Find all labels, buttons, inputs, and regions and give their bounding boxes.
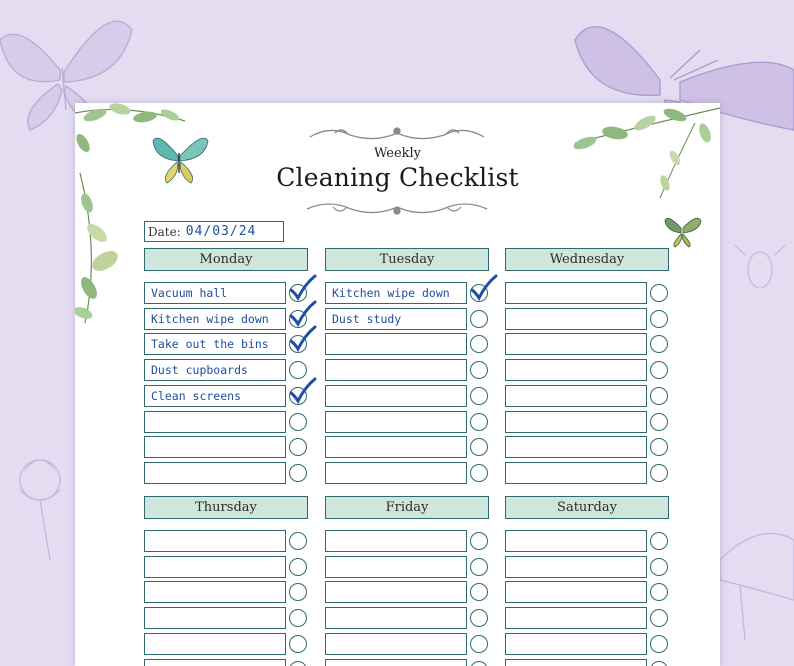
task-row bbox=[505, 411, 669, 433]
task-checkbox[interactable] bbox=[470, 558, 488, 576]
task-input[interactable] bbox=[505, 530, 647, 552]
task-input[interactable]: Kitchen wipe down bbox=[325, 282, 467, 304]
task-input[interactable] bbox=[325, 581, 467, 603]
task-row bbox=[144, 359, 308, 381]
task-checkbox[interactable] bbox=[470, 661, 488, 666]
date-value: 04/03/24 bbox=[185, 224, 257, 239]
page-title: Cleaning Checklist bbox=[276, 163, 519, 192]
task-checkbox[interactable] bbox=[470, 310, 488, 328]
task-input[interactable] bbox=[505, 659, 647, 666]
task-row bbox=[325, 530, 489, 552]
task-row bbox=[505, 282, 669, 304]
task-row bbox=[144, 556, 308, 578]
task-input[interactable]: Kitchen wipe down bbox=[144, 308, 286, 330]
task-input[interactable] bbox=[325, 530, 467, 552]
task-checkbox[interactable] bbox=[289, 583, 307, 601]
task-row bbox=[144, 333, 308, 355]
task-checkbox[interactable] bbox=[650, 438, 668, 456]
task-checkbox[interactable] bbox=[650, 361, 668, 379]
task-checkbox[interactable] bbox=[470, 438, 488, 456]
task-row bbox=[505, 462, 669, 484]
task-input[interactable] bbox=[325, 462, 467, 484]
task-input[interactable] bbox=[144, 607, 286, 629]
leaf-branch-left bbox=[75, 173, 121, 323]
task-row bbox=[144, 581, 308, 603]
task-checkbox[interactable] bbox=[650, 558, 668, 576]
task-checkbox[interactable] bbox=[650, 464, 668, 482]
task-checkbox[interactable] bbox=[289, 413, 307, 431]
title-weekly: Weekly bbox=[373, 146, 422, 161]
mushroom-sketch-right bbox=[720, 533, 794, 640]
task-checkbox[interactable] bbox=[650, 635, 668, 653]
task-row bbox=[325, 633, 489, 655]
task-input[interactable] bbox=[505, 359, 647, 381]
task-row bbox=[505, 581, 669, 603]
checkmark-icon bbox=[287, 274, 317, 302]
task-row bbox=[144, 607, 308, 629]
task-row bbox=[144, 385, 308, 407]
task-row bbox=[505, 333, 669, 355]
task-row bbox=[325, 436, 489, 458]
task-row bbox=[505, 308, 669, 330]
day-header: Monday bbox=[144, 248, 308, 271]
task-input[interactable] bbox=[144, 462, 286, 484]
task-input[interactable] bbox=[505, 462, 647, 484]
task-row bbox=[505, 659, 669, 666]
task-checkbox[interactable] bbox=[289, 635, 307, 653]
task-row bbox=[325, 282, 489, 304]
task-input[interactable] bbox=[325, 359, 467, 381]
task-input[interactable] bbox=[144, 633, 286, 655]
task-checkbox[interactable] bbox=[289, 558, 307, 576]
task-checkbox[interactable] bbox=[650, 661, 668, 666]
task-input[interactable] bbox=[325, 436, 467, 458]
task-row bbox=[505, 385, 669, 407]
task-checkbox[interactable] bbox=[650, 532, 668, 550]
task-checkbox[interactable] bbox=[650, 335, 668, 353]
flourish-divider-top bbox=[310, 128, 484, 139]
task-row bbox=[325, 359, 489, 381]
task-checkbox[interactable] bbox=[470, 361, 488, 379]
task-row bbox=[144, 462, 308, 484]
task-input[interactable] bbox=[325, 659, 467, 666]
task-input[interactable] bbox=[325, 333, 467, 355]
task-input[interactable] bbox=[505, 385, 647, 407]
day-header: Wednesday bbox=[505, 248, 669, 271]
task-row bbox=[325, 333, 489, 355]
flourish-divider-bottom bbox=[307, 204, 487, 214]
task-checkbox[interactable] bbox=[470, 413, 488, 431]
task-input[interactable] bbox=[505, 581, 647, 603]
task-input[interactable]: Vacuum hall bbox=[144, 282, 286, 304]
task-input[interactable] bbox=[144, 659, 286, 666]
task-input[interactable] bbox=[505, 556, 647, 578]
task-checkbox[interactable] bbox=[470, 609, 488, 627]
task-row bbox=[325, 462, 489, 484]
task-row bbox=[144, 282, 308, 304]
date-field[interactable] bbox=[144, 221, 284, 242]
task-row bbox=[505, 607, 669, 629]
task-checkbox[interactable] bbox=[650, 583, 668, 601]
task-row bbox=[325, 411, 489, 433]
task-input[interactable] bbox=[505, 436, 647, 458]
task-row bbox=[144, 633, 308, 655]
task-checkbox[interactable] bbox=[650, 310, 668, 328]
task-row bbox=[325, 556, 489, 578]
checkmark-icon bbox=[287, 325, 317, 353]
task-checkbox[interactable] bbox=[289, 532, 307, 550]
task-input[interactable]: Take out the bins bbox=[144, 333, 286, 355]
task-input[interactable] bbox=[144, 581, 286, 603]
task-input[interactable] bbox=[505, 633, 647, 655]
task-input[interactable]: Dust study bbox=[325, 308, 467, 330]
task-row bbox=[505, 359, 669, 381]
task-input[interactable] bbox=[505, 308, 647, 330]
task-checkbox[interactable] bbox=[470, 387, 488, 405]
task-checkbox[interactable] bbox=[289, 661, 307, 666]
task-checkbox[interactable] bbox=[289, 464, 307, 482]
task-checkbox[interactable] bbox=[470, 464, 488, 482]
day-column-friday bbox=[325, 496, 489, 519]
task-row bbox=[505, 633, 669, 655]
task-input[interactable] bbox=[325, 411, 467, 433]
task-row bbox=[144, 411, 308, 433]
task-input[interactable] bbox=[144, 530, 286, 552]
task-input[interactable] bbox=[325, 607, 467, 629]
task-checkbox[interactable] bbox=[650, 387, 668, 405]
day-column-wednesday bbox=[505, 248, 669, 271]
task-input[interactable]: Clean screens bbox=[144, 385, 286, 407]
day-header: Saturday bbox=[505, 496, 669, 519]
task-input[interactable] bbox=[325, 633, 467, 655]
task-input[interactable] bbox=[325, 556, 467, 578]
checkmark-icon bbox=[468, 274, 498, 302]
task-checkbox[interactable] bbox=[470, 635, 488, 653]
checkmark-icon bbox=[287, 300, 317, 328]
task-checkbox[interactable] bbox=[650, 284, 668, 302]
task-row bbox=[505, 436, 669, 458]
task-input[interactable] bbox=[505, 607, 647, 629]
task-checkbox[interactable] bbox=[650, 609, 668, 627]
task-input[interactable] bbox=[505, 411, 647, 433]
day-column-monday bbox=[144, 248, 308, 403]
task-input[interactable] bbox=[505, 282, 647, 304]
date-label: Date: bbox=[148, 224, 181, 239]
day-header: Thursday bbox=[144, 496, 308, 519]
task-checkbox[interactable] bbox=[289, 609, 307, 627]
day-column-thursday bbox=[144, 496, 308, 519]
task-row bbox=[144, 659, 308, 666]
flower-sketch-left bbox=[20, 460, 60, 560]
task-checkbox[interactable] bbox=[470, 335, 488, 353]
task-input[interactable] bbox=[325, 385, 467, 407]
checklist-sheet bbox=[75, 103, 720, 666]
checkmark-icon bbox=[287, 377, 317, 405]
task-input[interactable] bbox=[144, 556, 286, 578]
task-row bbox=[144, 530, 308, 552]
task-checkbox[interactable] bbox=[289, 438, 307, 456]
day-header: Tuesday bbox=[325, 248, 489, 271]
task-row bbox=[144, 436, 308, 458]
task-input[interactable] bbox=[144, 411, 286, 433]
task-input[interactable] bbox=[505, 333, 647, 355]
task-checkbox[interactable] bbox=[650, 413, 668, 431]
task-row bbox=[325, 607, 489, 629]
task-input[interactable] bbox=[144, 436, 286, 458]
task-row bbox=[325, 308, 489, 330]
task-row bbox=[325, 659, 489, 666]
task-row bbox=[505, 556, 669, 578]
day-column-tuesday bbox=[325, 248, 489, 326]
task-checkbox[interactable] bbox=[470, 583, 488, 601]
task-row bbox=[325, 581, 489, 603]
day-column-saturday bbox=[505, 496, 669, 519]
day-header: Friday bbox=[325, 496, 489, 519]
task-row bbox=[144, 308, 308, 330]
task-row bbox=[325, 385, 489, 407]
task-row bbox=[505, 530, 669, 552]
task-checkbox[interactable] bbox=[470, 532, 488, 550]
task-input[interactable]: Dust cupboards bbox=[144, 359, 286, 381]
beetle-sketch-right bbox=[735, 245, 785, 288]
butterfly-icon-right bbox=[665, 218, 701, 247]
